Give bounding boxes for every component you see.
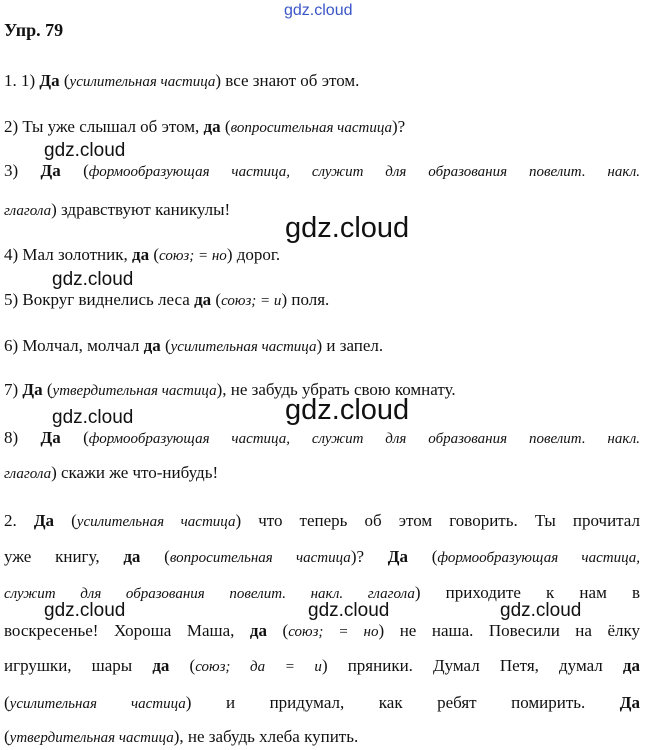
line-3: 3) Да (формообразующая частица, служит для образования повелит. накл. [4, 161, 640, 180]
line-1: 1. 1) Да (усилительная частица) все знают об этом. [4, 71, 360, 90]
para2-line-5: игрушки, шары да (союз; да = и) пряники. Думал Петя, думал да [4, 656, 640, 675]
para2-line-1: 2. Да (усилительная частица) что теперь об этом говорить. Ты прочитал [4, 511, 640, 530]
line-3-cont: глагола) здравствуют каникулы! [4, 200, 231, 219]
watermark-small: gdz.cloud [500, 600, 582, 621]
watermark-small: gdz.cloud [308, 600, 390, 621]
watermark-small: gdz.cloud [44, 140, 126, 161]
line-4: 4) Мал золотник, да (союз; = но) дорог. [4, 245, 281, 264]
exercise-title: Упр. 79 [4, 20, 64, 40]
para2-line-6: (усилительная частица) и придумал, как ребят помирить. Да [4, 693, 640, 712]
watermark-large: gdz.cloud [285, 394, 410, 426]
line-7: 7) Да (утвердительная частица), не забудь убрать свою комнату. [4, 380, 456, 399]
line-6: 6) Молчал, молчал да (усилительная частица) и запел. [4, 336, 384, 355]
para2-line-3: служит для образования повелит. накл. глагола) приходите к нам в [4, 583, 640, 602]
line-8-cont: глагола) скажи же что-нибудь! [4, 463, 219, 482]
watermark-top: gdz.cloud [284, 2, 353, 19]
watermark-small: gdz.cloud [52, 407, 134, 428]
watermark-small: gdz.cloud [52, 269, 134, 290]
watermark-large: gdz.cloud [285, 212, 410, 244]
line-2: 2) Ты уже слышал об этом, да (вопросительная частица)? [4, 117, 406, 136]
para2-line-7: (утвердительная частица), не забудь хлеба купить. [4, 727, 359, 746]
line-8: 8) Да (формообразующая частица, служит для образования повелит. накл. [4, 428, 640, 447]
para2-line-4: воскресенье! Хороша Маша, да (союз; = но) не наша. Повесили на ёлку [4, 621, 641, 640]
line-5: 5) Вокруг виднелись леса да (союз; = и) поля. [4, 290, 330, 309]
para2-line-2: уже книгу, да (вопросительная частица)? Да (формообразующая частица, [4, 547, 641, 566]
watermark-small: gdz.cloud [44, 600, 126, 621]
